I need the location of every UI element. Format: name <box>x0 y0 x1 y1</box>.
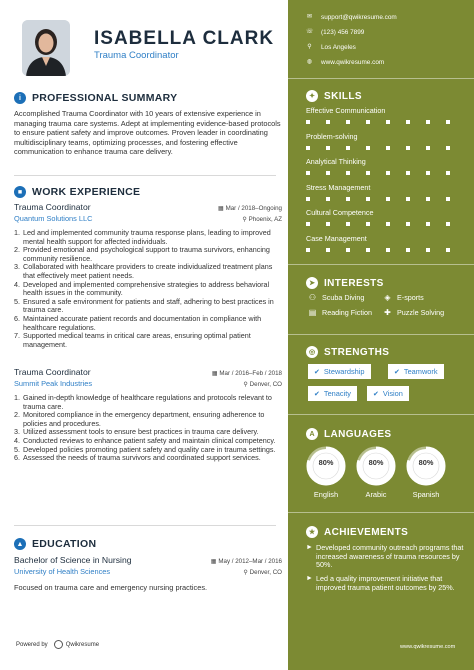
gamepad-icon: ◈ <box>384 293 391 302</box>
list-item: 5. Ensured a safe environment for patients and staff, adhering to best practices in trauma care. <box>14 296 274 315</box>
divider <box>288 512 474 513</box>
strengths-section <box>306 345 466 359</box>
strength-tag: ✔ Stewardship <box>308 364 371 379</box>
rating-dot <box>366 146 370 150</box>
skill-item <box>306 157 466 175</box>
languages-section <box>306 427 466 441</box>
chevron-right-icon: ► <box>306 544 313 551</box>
calendar-icon: ▦ <box>218 205 226 212</box>
qwikresume-logo-icon <box>54 640 63 649</box>
location-pin-icon: ⚲ <box>243 381 250 388</box>
degree: Bachelor of Science in Nursing <box>14 555 132 565</box>
rating-dot <box>306 248 310 252</box>
job-location: Denver, CO <box>249 381 282 388</box>
target-icon: ◎ <box>306 346 318 358</box>
skill-item <box>306 132 466 150</box>
paper-plane-icon: ➤ <box>306 277 318 289</box>
job-company: Summit Peak Industries <box>14 379 93 388</box>
education-title: EDUCATION <box>32 538 97 550</box>
languages-title: LANGUAGES <box>324 428 392 440</box>
language-name: Arabic <box>365 490 387 499</box>
achievement-item: ► Led a quality improvement initiative that improved trauma patient outcomes by 25%. <box>306 574 455 592</box>
education-date: May / 2012–Mar / 2016 <box>218 558 282 565</box>
rating-dot <box>406 120 410 124</box>
rating-dot <box>446 171 450 175</box>
avatar <box>22 20 70 76</box>
list-item: 3. Utilized assessment tools to ensure best practices in trauma care delivery. <box>14 427 259 437</box>
rating-dot <box>406 222 410 226</box>
language-icon: A <box>306 428 318 440</box>
rating-dot <box>446 146 450 150</box>
email-icon: ✉ <box>306 14 313 20</box>
skill-name: Cultural Competence <box>306 208 374 217</box>
rating-dot <box>346 171 350 175</box>
job-entry-2 <box>14 367 282 463</box>
experience-title: WORK EXPERIENCE <box>32 186 141 198</box>
summary-section <box>14 90 282 157</box>
skill-rating <box>306 222 466 226</box>
job-date: Mar / 2018–Ongoing <box>225 205 282 212</box>
rating-dot <box>426 120 430 124</box>
interests-section <box>306 276 466 290</box>
rating-dot <box>306 146 310 150</box>
rating-dot <box>386 171 390 175</box>
skills-section <box>306 89 466 103</box>
strength-icon: ✔ <box>373 390 379 398</box>
contact-website[interactable]: ◍ www.qwikresume.com <box>306 59 385 66</box>
trophy-icon: ★ <box>306 526 318 538</box>
rating-dot <box>366 120 370 124</box>
interest-item: ⚇ Scuba Diving <box>308 293 365 302</box>
job-title: Trauma Coordinator <box>14 367 91 377</box>
phone-icon: ☏ <box>306 29 314 35</box>
list-item: 2. Monitored compliance in the emergency department, ensuring adherence to policies and procedures. <box>14 410 265 428</box>
location-pin-icon: ⚲ <box>243 569 250 576</box>
strengths-title: STRENGTHS <box>324 346 390 358</box>
interest-item: ◈ E-sports <box>384 293 424 302</box>
rating-dot <box>406 146 410 150</box>
rating-dot <box>326 222 330 226</box>
skill-rating <box>306 146 466 150</box>
rating-dot <box>406 197 410 201</box>
skill-item <box>306 208 466 226</box>
education-note: Focused on trauma care and emergency nursing practices. <box>14 583 208 592</box>
rating-dot <box>366 248 370 252</box>
divider <box>288 264 474 265</box>
job-date: Mar / 2016–Feb / 2018 <box>219 370 282 377</box>
strength-icon: ✔ <box>314 390 320 398</box>
rating-dot <box>426 248 430 252</box>
rating-dot <box>326 171 330 175</box>
interests-title: INTERESTS <box>324 277 384 289</box>
rating-dot <box>366 197 370 201</box>
powered-by <box>16 640 99 649</box>
rating-dot <box>426 197 430 201</box>
skill-item <box>306 106 466 124</box>
rating-dot <box>326 146 330 150</box>
rating-dot <box>386 120 390 124</box>
language-percent: 80% <box>368 458 384 467</box>
rating-dot <box>306 197 310 201</box>
footer-website[interactable]: www.qwikresume.com <box>400 644 456 650</box>
job-bullets <box>14 394 282 463</box>
rating-dot <box>426 146 430 150</box>
chevron-right-icon: ► <box>306 575 313 582</box>
language-item <box>356 446 396 499</box>
candidate-role: Trauma Coordinator <box>94 50 179 61</box>
powered-by-label: Powered by <box>16 641 48 648</box>
language-percent: 80% <box>418 458 434 467</box>
language-item <box>306 446 346 499</box>
brand-name: Qwikresume <box>65 641 100 648</box>
rating-dot <box>426 222 430 226</box>
job-entry-1 <box>14 202 282 349</box>
rating-dot <box>306 171 310 175</box>
list-item: 2. Provided emotional and psychological support to trauma survivors, enhancing community resilience. <box>14 245 270 263</box>
summary-text: Accomplished Trauma Coordinator with 10 years of extensive experience in managing trauma care systems. Adept at implementing evidence-based protocols to ensure patient safety and improve outcomes. Proven leader in coordinating multidisciplinary teams, optimizing processes, and fostering effective communication to enhance trauma care delivery. <box>14 109 281 157</box>
location-pin-icon: ⚲ <box>242 216 249 223</box>
experience-section <box>14 184 282 200</box>
list-item: 4. Conducted reviews to enhance patient safety and maintain clinical competency. <box>14 435 276 445</box>
job-company: Quantum Solutions LLC <box>14 214 93 223</box>
graduation-cap-icon: ▲ <box>14 538 26 550</box>
strength-tag: ✔ Teamwork <box>388 364 444 379</box>
calendar-icon: ▦ <box>210 558 219 565</box>
job-location: Phoenix, AZ <box>248 216 282 223</box>
list-item: 3. Collaborated with healthcare providers to create individualized treatment plans that effectively meet patient needs. <box>14 262 273 280</box>
rating-dot <box>306 120 310 124</box>
skills-title: SKILLS <box>324 90 362 102</box>
book-icon: ▤ <box>308 308 317 317</box>
skill-rating <box>306 197 466 201</box>
skill-name: Problem-solving <box>306 131 358 141</box>
rating-dot <box>346 197 350 201</box>
lightbulb-icon: ✦ <box>306 90 318 102</box>
list-item: 6. Assessed the needs of trauma survivors and coordinated support services. <box>14 453 261 463</box>
rating-dot <box>386 146 390 150</box>
skill-name: Effective Communication <box>306 106 386 115</box>
skill-name: Case Management <box>306 233 367 243</box>
contact-email[interactable]: ✉ support@qwikresume.com <box>306 14 397 21</box>
rating-dot <box>346 222 350 226</box>
interest-item: ▤ Reading Fiction <box>308 308 372 317</box>
skill-rating <box>306 248 466 252</box>
briefcase-icon: ■ <box>14 186 26 198</box>
skill-name: Stress Management <box>306 182 371 192</box>
rating-dot <box>406 248 410 252</box>
school: University of Health Sciences <box>14 567 111 576</box>
rating-dot <box>406 171 410 175</box>
strength-tag: ✔ Tenacity <box>308 386 357 401</box>
divider <box>288 414 474 415</box>
language-percent: 80% <box>318 458 334 467</box>
skill-rating <box>306 120 466 124</box>
achievements-title: ACHIEVEMENTS <box>324 526 409 538</box>
interest-item: ✚ Puzzle Solving <box>384 308 445 317</box>
rating-dot <box>306 222 310 226</box>
summary-title: PROFESSIONAL SUMMARY <box>32 92 178 104</box>
strength-tag: ✔ Vision <box>367 386 409 401</box>
job-title: Trauma Coordinator <box>14 202 91 212</box>
rating-dot <box>446 120 450 124</box>
calendar-icon: ▦ <box>211 370 220 377</box>
diving-icon: ⚇ <box>308 293 317 302</box>
rating-dot <box>426 171 430 175</box>
skill-item <box>306 183 466 201</box>
divider <box>14 525 276 526</box>
rating-dot <box>346 120 350 124</box>
education-location: Denver, CO <box>249 569 282 576</box>
puzzle-icon: ✚ <box>384 308 391 317</box>
list-item: 7. Supported medical teams in critical care areas, ensuring optimal patient management. <box>14 331 251 349</box>
location-pin-icon: ⚲ <box>307 44 312 50</box>
language-item <box>406 446 446 499</box>
rating-dot <box>346 146 350 150</box>
skill-item <box>306 234 466 252</box>
language-name: English <box>313 490 339 499</box>
rating-dot <box>366 222 370 226</box>
candidate-name: ISABELLA CLARK <box>94 28 275 49</box>
rating-dot <box>366 171 370 175</box>
achievements-section <box>306 525 466 539</box>
rating-dot <box>446 248 450 252</box>
rating-dot <box>346 248 350 252</box>
education-section <box>14 536 282 593</box>
rating-dot <box>386 197 390 201</box>
rating-dot <box>326 248 330 252</box>
divider <box>14 175 276 176</box>
rating-dot <box>446 197 450 201</box>
contact-location: ⚲ Los Angeles <box>307 44 356 51</box>
rating-dot <box>326 120 330 124</box>
divider <box>288 78 474 79</box>
resume-header <box>14 10 284 80</box>
strength-icon: ✔ <box>394 368 400 376</box>
contact-phone[interactable]: ☏ (123) 456 7899 <box>306 29 365 36</box>
list-item: 6. Maintained accurate patient records and documentation in compliance with healthcare regulations. <box>14 313 262 332</box>
rating-dot <box>386 222 390 226</box>
rating-dot <box>326 197 330 201</box>
rating-dot <box>446 222 450 226</box>
achievement-item: ► Developed community outreach programs that increased awareness of trauma resources by 50%. <box>306 543 464 570</box>
skill-name: Analytical Thinking <box>306 157 366 166</box>
job-bullets <box>14 229 282 349</box>
list-item: 1. Gained in-depth knowledge of healthcare regulations and protocols relevant to trauma care. <box>14 393 272 411</box>
strength-icon: ✔ <box>314 368 320 376</box>
list-item: 5. Developed policies promoting patient safety and quality care in trauma settings. <box>14 444 276 454</box>
globe-icon: ◍ <box>306 59 313 65</box>
skill-rating <box>306 171 466 175</box>
list-item: 1. Led and implemented community trauma response plans, leading to improved mental health support for affected individuals. <box>14 228 271 246</box>
language-name: Spanish <box>412 490 440 499</box>
list-item: 4. Developed and implemented comprehensive strategies to address behavioral health issues in the community. <box>14 279 270 298</box>
rating-dot <box>386 248 390 252</box>
info-icon: i <box>14 92 26 104</box>
divider <box>288 334 474 335</box>
sidebar <box>288 0 474 670</box>
